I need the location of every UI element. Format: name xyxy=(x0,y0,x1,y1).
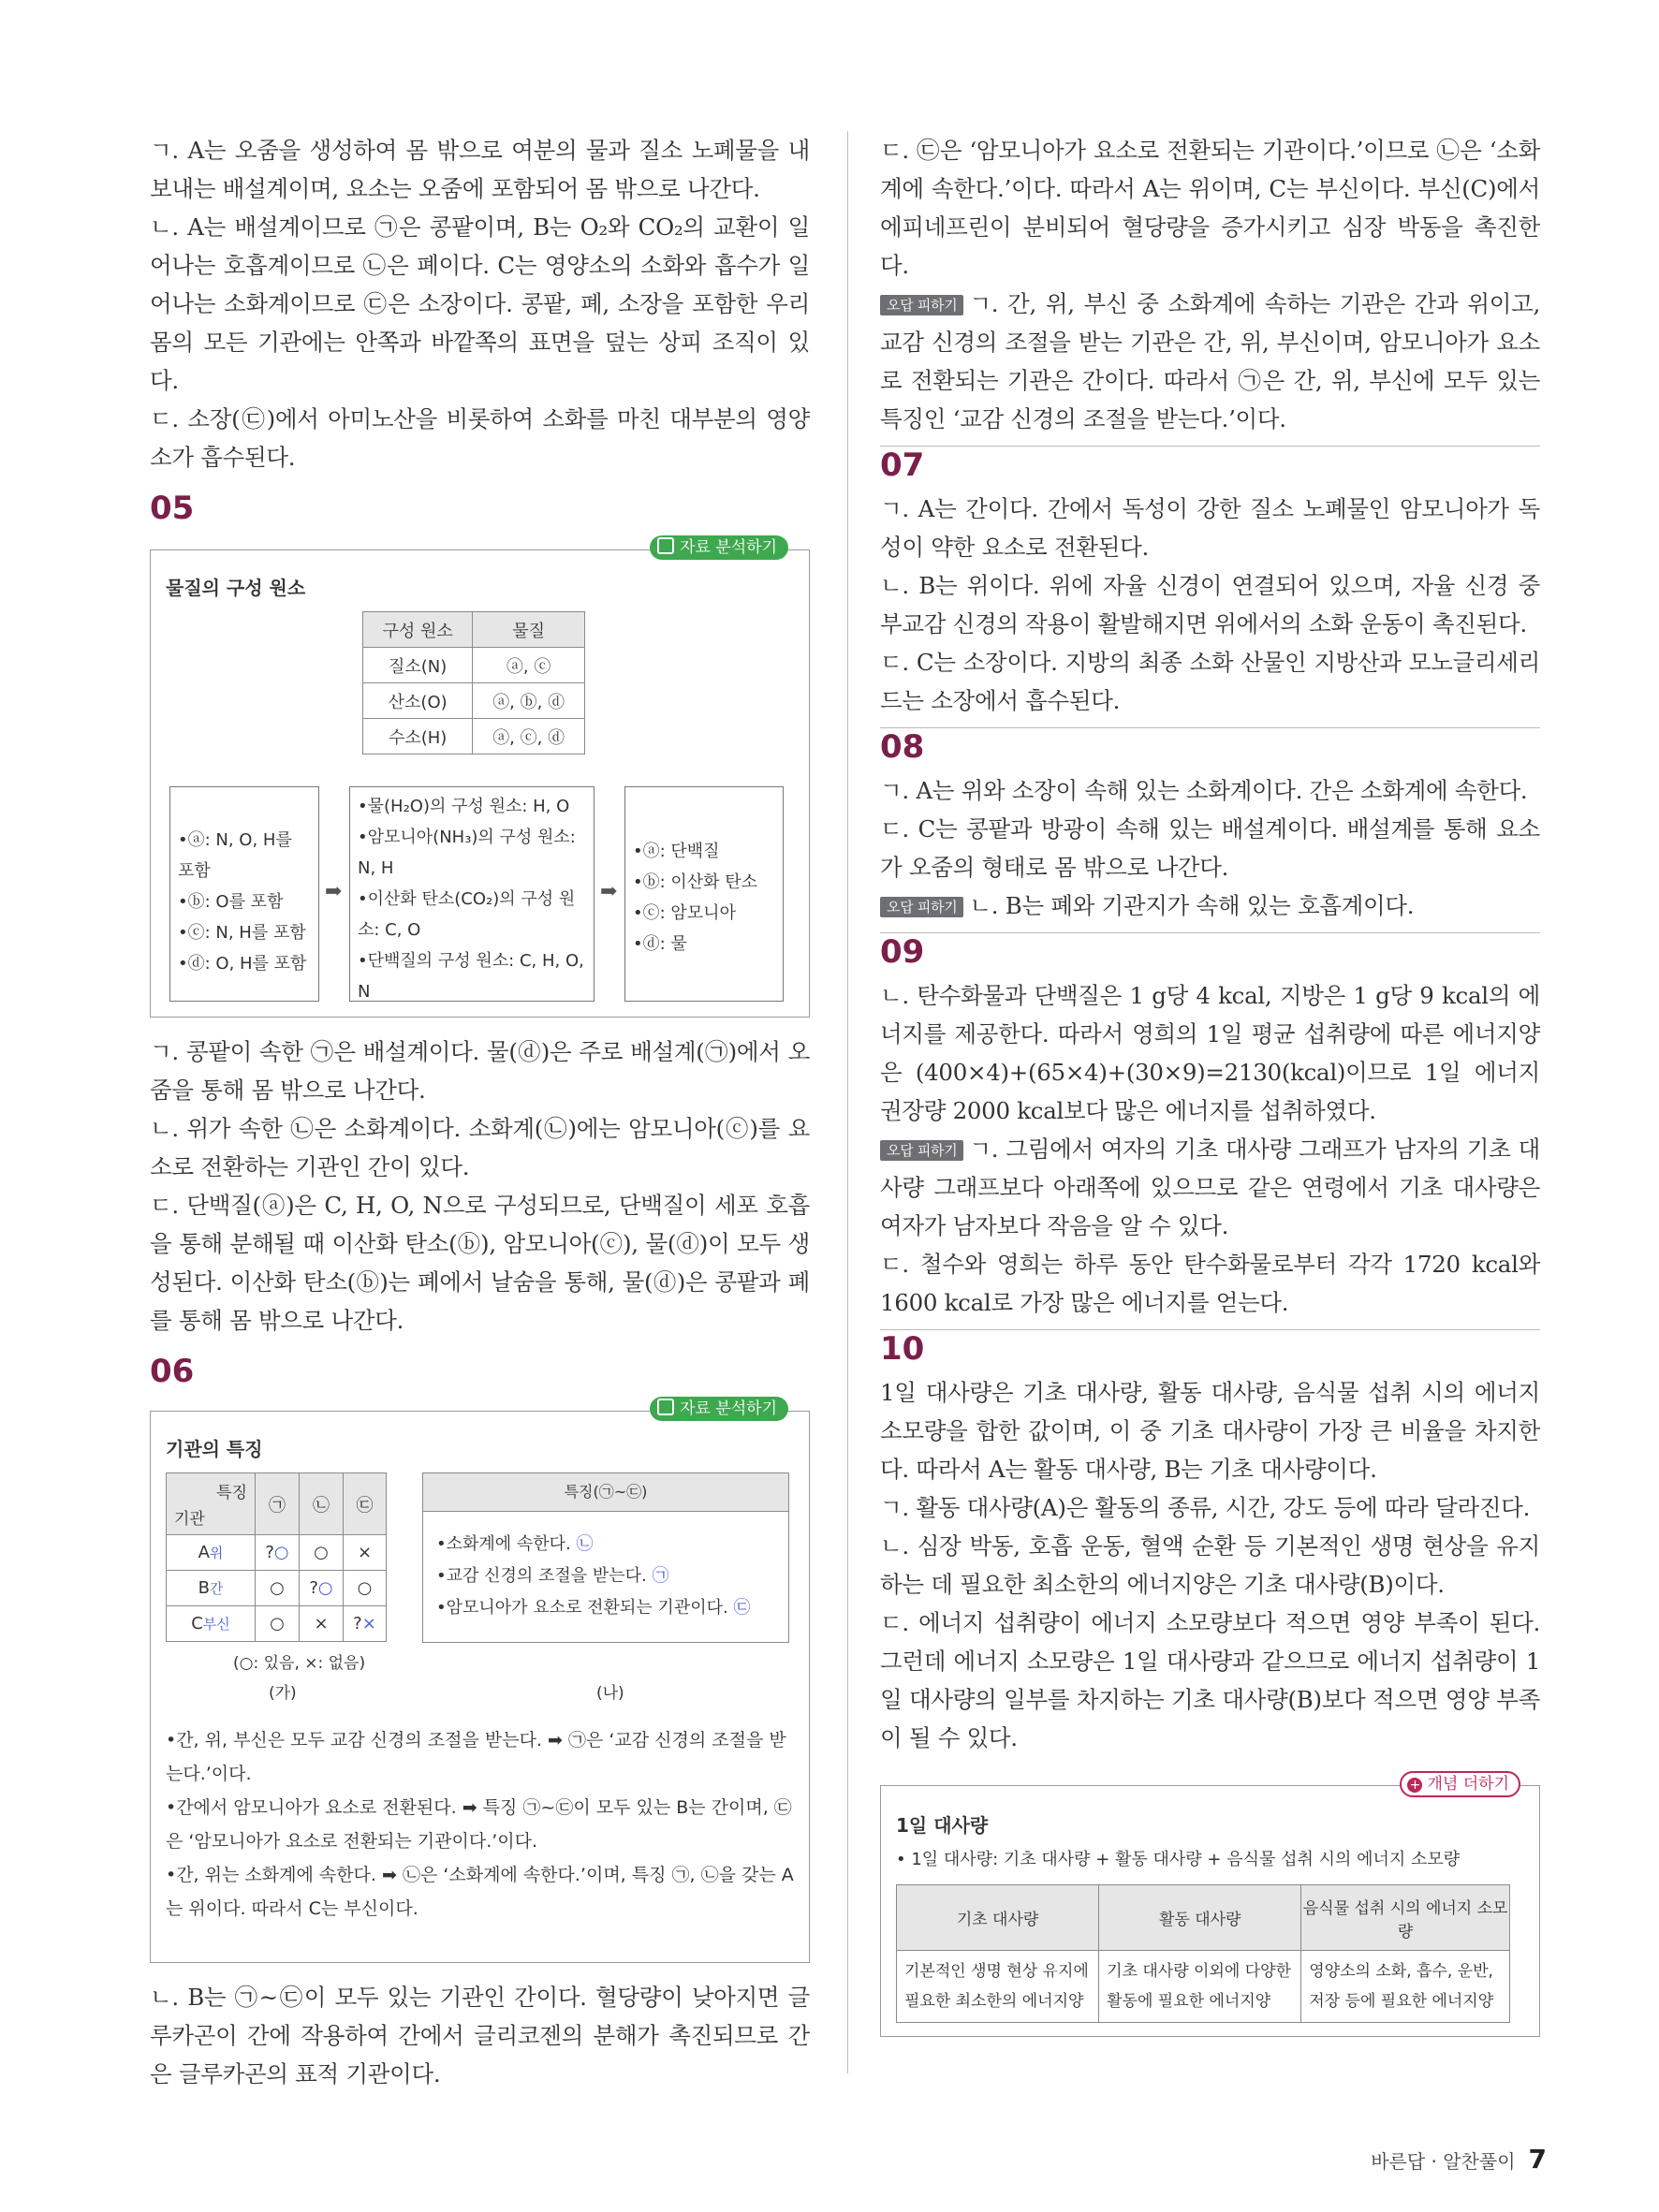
data-analysis-badge: 자료 분석하기 xyxy=(650,1397,788,1421)
feature-item: •암모니아가 요소로 전환되는 기관이다. ㉢ xyxy=(436,1598,751,1618)
q07-number: 07 xyxy=(880,446,1540,484)
q05-analysis-box xyxy=(150,538,810,1018)
plus-icon: + xyxy=(1407,1778,1422,1793)
table-cell: × xyxy=(344,1535,387,1571)
list-item: •간, 위, 부신은 모두 교감 신경의 조절을 받는다. ➡ ㉠은 ‘교감 신경의 조절을 받는다.’이다. xyxy=(166,1730,786,1784)
list-item: •ⓐ: N, O, H를 포함 xyxy=(178,830,292,881)
q06-number: 06 xyxy=(150,1353,195,1390)
element-table xyxy=(362,611,585,754)
q08-para-2: ㄷ. C는 콩팥과 방광이 속해 있는 배설계이다. 배설계를 통해 요소가 오줌의 형태로 몸 밖으로 나간다. xyxy=(880,815,1540,881)
data-analysis-badge: 자료 분석하기 xyxy=(650,535,788,560)
concept-badge: + 개념 더하기 xyxy=(1400,1771,1520,1797)
q06-analysis-box xyxy=(150,1399,810,1963)
table-cell: ?× xyxy=(344,1606,387,1642)
row-label: C부신 xyxy=(167,1606,256,1642)
table-header: ㉡ xyxy=(300,1473,344,1535)
q06-wrong: 오답 피하기 ㄱ. 간, 위, 부신 중 소화계에 속하는 기관은 간과 위이고, 교감 신경의 조절을 받는 기관은 간, 위, 부신이며, 암모니아가 요소로 전환되는 기관은 간이다. 따라서 ㉠은 간, 위, 부신에 모두 있는 특징인 ‘교감 신경의 조절을 받는다.’이다. xyxy=(880,290,1540,432)
table-cell: ?○ xyxy=(300,1571,344,1606)
arrow-icon: ➡ xyxy=(325,880,343,903)
substances-box xyxy=(624,786,784,1002)
list-item: •암모니아(NH₃)의 구성 원소: N, H xyxy=(358,828,576,878)
row-label: B간 xyxy=(167,1571,256,1606)
table-cell: ○ xyxy=(344,1571,387,1606)
q04-para-2: ㄴ. A는 배설계이므로 ㉠은 콩팥이며, B는 O₂와 CO₂의 교환이 일어나는 호흡계이므로 ㉡은 폐이다. C는 영양소의 소화와 흡수가 일어나는 소화계이므로 ㉢은 소장이다. 콩팥, 폐, 소장을 포함한 우리 몸의 모든 기관에는 안쪽과 바깥쪽의 표면을 덮는 상피 조직이 있다. xyxy=(150,213,810,394)
wrong-answer-tag: 오답 피하기 xyxy=(880,295,963,315)
q09-wrong: 오답 피하기 ㄱ. 그림에서 여자의 기초 대사량 그래프가 남자의 기초 대사량 그래프보다 아래쪽에 있으므로 같은 연령에서 기초 대사량은 여자가 남자보다 작음을 알 수 있다. xyxy=(880,1135,1540,1239)
q09-para-last: ㄷ. 철수와 영희는 하루 동안 탄수화물로부터 각각 1720 kcal와 1600 kcal로 가장 많은 에너지를 얻는다. xyxy=(880,1251,1540,1316)
table-cell: ⓐ, ⓑ, ⓓ xyxy=(473,683,585,719)
q07-para-1: ㄱ. A는 간이다. 간에서 독성이 강한 질소 노폐물인 암모니아가 독성이 약한 요소로 전환된다. xyxy=(880,495,1540,561)
table-header: 기초 대사량 xyxy=(897,1885,1099,1951)
q10-number: 10 xyxy=(880,1329,1540,1368)
caption-b: (나) xyxy=(596,1684,624,1703)
list-item: •ⓒ: N, H를 포함 xyxy=(178,923,306,943)
row-label: A위 xyxy=(167,1535,256,1571)
list-item: •물(H₂O)의 구성 원소: H, O xyxy=(358,797,570,816)
list-item: •ⓓ: 물 xyxy=(633,934,687,954)
q09-number: 09 xyxy=(880,932,1540,971)
table-cell: ○ xyxy=(256,1571,300,1606)
list-item: •ⓐ: 단백질 xyxy=(633,842,720,861)
q10-para-3: ㄴ. 심장 박동, 호흡 운동, 혈액 순환 등 기본적인 생명 현상을 유지하는 데 필요한 최소한의 에너지양은 기초 대사량(B)이다. xyxy=(880,1532,1540,1598)
page-footer xyxy=(1371,2144,1547,2175)
composition-box xyxy=(349,786,595,1002)
table-cell: 질소(N) xyxy=(363,648,473,683)
q07-para-2: ㄴ. B는 위이다. 위에 자율 신경이 연결되어 있으며, 자율 신경 중 부교감 신경의 작용이 활발해지면 위에서의 소화 운동이 촉진된다. xyxy=(880,572,1540,637)
table-legend: (○: 있음, ×: 없음) xyxy=(233,1654,366,1673)
table-header: 물질 xyxy=(473,612,585,648)
concept-table xyxy=(896,1884,1510,2023)
table-cell: ○ xyxy=(256,1606,300,1642)
right-column xyxy=(880,131,1540,2037)
camera-icon xyxy=(657,1399,674,1415)
list-item: •간, 위는 소화계에 속한다. ➡ ㉡은 ‘소화계에 속한다.’이며, 특징 ㉠, ㉡을 갖는 A는 위이다. 따라서 C는 부신이다. xyxy=(166,1865,794,1919)
list-item: •ⓒ: 암모니아 xyxy=(633,903,736,923)
wrong-answer-tag: 오답 피하기 xyxy=(880,897,963,917)
camera-icon xyxy=(657,537,674,554)
q06-cont: ㄷ. ㉢은 ‘암모니아가 요소로 전환되는 기관이다.’이므로 ㉡은 ‘소화계에 속한다.’이다. 따라서 A는 위이며, C는 부신이다. 부신(C)에서 에피네프린이 분비되어 혈당량을 증가시키고 심장 박동을 촉진한다. xyxy=(880,137,1540,279)
q08-number: 08 xyxy=(880,727,1540,766)
concept-title: 1일 대사량 xyxy=(896,1814,989,1837)
feature-item: •소화계에 속한다. ㉡ xyxy=(436,1534,594,1554)
q05-para-2: ㄴ. 위가 속한 ㉡은 소화계이다. 소화계(㉡)에는 암모니아(ⓒ)를 요소로 전환하는 기관인 간이 있다. xyxy=(150,1115,810,1180)
q04-para-3: ㄷ. 소장(㉢)에서 아미노산을 비롯하여 소화를 마친 대부분의 영양소가 흡수된다. xyxy=(150,405,810,471)
q07-para-3: ㄷ. C는 소장이다. 지방의 최종 소화 산물인 지방산과 모노글리세리드는 소장에서 흡수된다. xyxy=(880,649,1540,714)
q04-para-1: ㄱ. A는 오줌을 생성하여 몸 밖으로 여분의 물과 질소 노폐물을 내보내는 배설계이며, 요소는 오줌에 포함되어 몸 밖으로 나간다. xyxy=(150,137,810,202)
wrong-answer-tag: 오답 피하기 xyxy=(880,1140,963,1161)
table-cell: ○ xyxy=(300,1535,344,1571)
table-header: 활동 대사량 xyxy=(1099,1885,1301,1951)
list-item: •간에서 암모니아가 요소로 전환된다. ➡ 특징 ㉠~㉢이 모두 있는 B는 간이며, ㉢은 ‘암모니아가 요소로 전환되는 기관이다.’이다. xyxy=(166,1797,792,1852)
table-header: ㉢ xyxy=(344,1473,387,1535)
list-item: •ⓑ: O를 포함 xyxy=(178,892,284,912)
q10-para-4: ㄷ. 에너지 섭취량이 에너지 소모량보다 적으면 영양 부족이 된다. 그런데 에너지 소모량은 1일 대사량과 같으므로 에너지 섭취량이 1일 대사량의 일부를 차지하는 기초 대사량(B)보다 적으면 영양 부족이 될 수 있다. xyxy=(880,1609,1540,1751)
feature-item: •교감 신경의 조절을 받는다. ㉠ xyxy=(436,1566,669,1586)
table-corner: 특징 기관 xyxy=(167,1473,256,1535)
table-cell: 영양소의 소화, 흡수, 운반, 저장 등에 필요한 에너지양 xyxy=(1301,1951,1510,2023)
q05-para-1: ㄱ. 콩팥이 속한 ㉠은 배설계이다. 물(ⓓ)은 주로 배설계(㉠)에서 오줌을 통해 몸 밖으로 나간다. xyxy=(150,1038,810,1104)
q10-para-2: ㄱ. 활동 대사량(A)은 활동의 종류, 시간, 강도 등에 따라 달라진다. xyxy=(880,1494,1531,1521)
arrow-icon: ➡ xyxy=(600,880,618,903)
elements-box xyxy=(169,786,319,1002)
footer-label: 바른답 · 알찬풀이 xyxy=(1371,2150,1516,2173)
list-item: •단백질의 구성 원소: C, H, O, N xyxy=(358,951,584,1002)
table-header: 구성 원소 xyxy=(363,612,473,648)
caption-a: (가) xyxy=(269,1684,297,1703)
q09-para-1: ㄴ. 탄수화물과 단백질은 1 g당 4 kcal, 지방은 1 g당 9 kcal의 에너지를 제공한다. 따라서 영희의 1일 평균 섭취량에 따른 에너지양은 (400×4)+(65×4)+(30×9)=2130(kcal)이므로 1일 에너지 권장량 2000 kcal보다 많은 에너지를 섭취하였다. xyxy=(880,982,1540,1124)
q06-para-1: ㄴ. B는 ㉠~㉢이 모두 있는 기관인 간이다. 혈당량이 낮아지면 글루카곤이 간에 작용하여 간에서 글리코젠의 분해가 촉진되므로 간은 글루카곤의 표적 기관이다. xyxy=(150,1984,810,2087)
table-cell: ⓐ, ⓒ xyxy=(473,648,585,683)
page-number: 7 xyxy=(1528,2144,1547,2175)
list-item: •ⓑ: 이산화 탄소 xyxy=(633,872,758,892)
feature-header: 특징(㉠~㉢) xyxy=(423,1473,788,1512)
table-cell: 산소(O) xyxy=(363,683,473,719)
q06-box-title: 기관의 특징 xyxy=(166,1438,263,1460)
feature-box xyxy=(422,1472,789,1643)
list-item: •ⓓ: O, H를 포함 xyxy=(178,954,307,974)
concept-formula: • 1일 대사량: 기초 대사량 + 활동 대사량 + 음식물 섭취 시의 에너지 소모량 xyxy=(896,1850,1461,1869)
left-column xyxy=(150,131,810,2093)
table-cell: × xyxy=(300,1606,344,1642)
organ-table xyxy=(166,1472,387,1642)
table-header: 음식물 섭취 시의 에너지 소모량 xyxy=(1301,1885,1510,1951)
q08-wrong: 오답 피하기 ㄴ. B는 폐와 기관지가 속해 있는 호흡계이다. xyxy=(880,886,1540,925)
list-item: •이산화 탄소(CO₂)의 구성 원소: C, O xyxy=(358,889,576,940)
q08-para-1: ㄱ. A는 위와 소장이 속해 있는 소화계이다. 간은 소화계에 속한다. xyxy=(880,777,1528,804)
table-cell: 기초 대사량 이외에 다양한 활동에 필요한 에너지양 xyxy=(1099,1951,1301,2023)
column-divider xyxy=(847,131,848,2073)
table-cell: ?○ xyxy=(256,1535,300,1571)
table-cell: 수소(H) xyxy=(363,719,473,754)
table-cell: ⓐ, ⓒ, ⓓ xyxy=(473,719,585,754)
q06-box-bullets xyxy=(166,1723,794,1926)
concept-box xyxy=(880,1775,1540,2037)
table-cell: 기본적인 생명 현상 유지에 필요한 최소한의 에너지양 xyxy=(897,1951,1099,2023)
q05-number: 05 xyxy=(150,490,195,527)
q05-box-title: 물질의 구성 원소 xyxy=(166,577,306,599)
q05-para-3: ㄷ. 단백질(ⓐ)은 C, H, O, N으로 구성되므로, 단백질이 세포 호흡을 통해 분해될 때 이산화 탄소(ⓑ), 암모니아(ⓒ), 물(ⓓ)이 모두 생성된다. 이산화 탄소(ⓑ)는 폐에서 날숨을 통해, 물(ⓓ)은 콩팥과 폐를 통해 몸 밖으로 나간다. xyxy=(150,1192,810,1334)
q10-para-1: 1일 대사량은 기초 대사량, 활동 대사량, 음식물 섭취 시의 에너지 소모량을 합한 값이며, 이 중 기초 대사량이 가장 큰 비율을 차지한다. 따라서 A는 활동 대사량, B는 기초 대사량이다. xyxy=(880,1379,1540,1483)
table-header: ㉠ xyxy=(256,1473,300,1535)
